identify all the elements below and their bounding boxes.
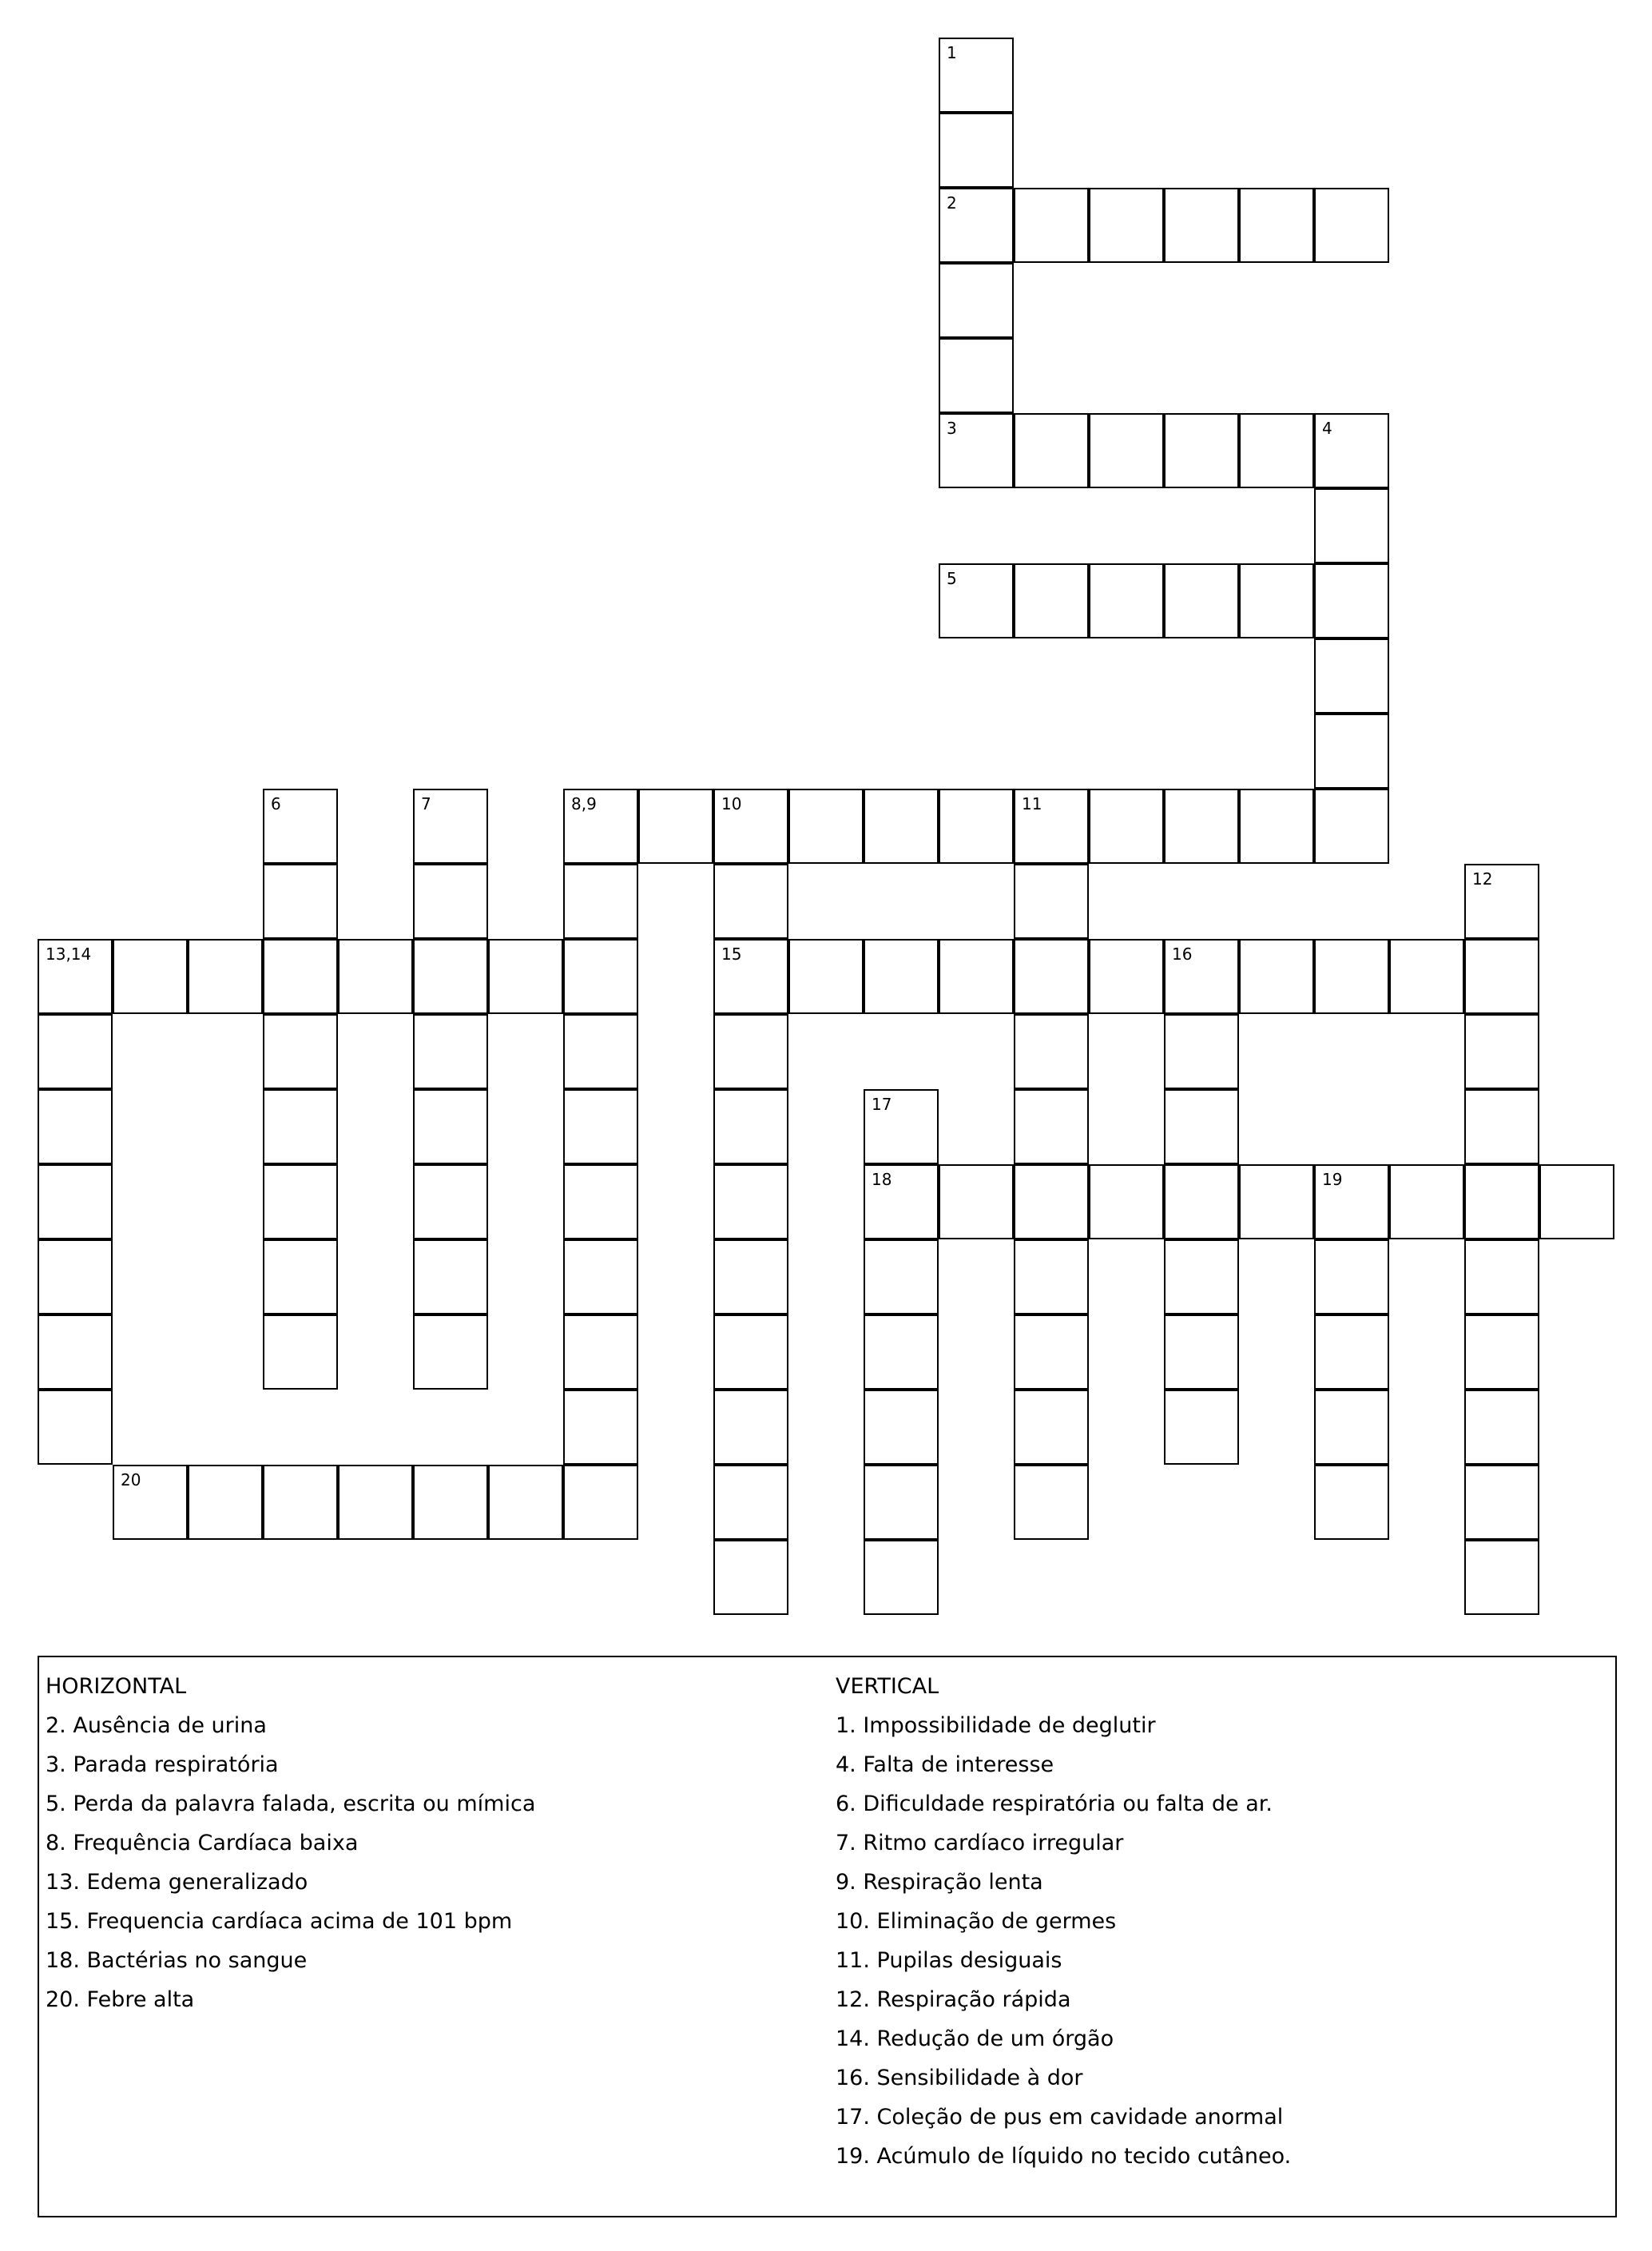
- grid-cell[interactable]: [263, 1164, 338, 1239]
- grid-cell[interactable]: [1314, 1239, 1389, 1314]
- grid-cell[interactable]: [1314, 1390, 1389, 1465]
- clue-number: 15: [721, 945, 742, 964]
- grid-cell[interactable]: [939, 188, 1014, 263]
- grid-cell[interactable]: [713, 1540, 788, 1615]
- grid-cell[interactable]: [1089, 789, 1164, 864]
- grid-cell[interactable]: [1314, 1164, 1389, 1239]
- clue-number: 17: [872, 1095, 892, 1114]
- grid-cell[interactable]: [413, 1164, 488, 1239]
- clue-number: 11: [1022, 794, 1042, 813]
- clue-h-15: 15. Frequencia cardíaca acima de 101 bpm: [46, 1909, 513, 1934]
- clue-number: 12: [1472, 869, 1493, 889]
- grid-cell[interactable]: [638, 789, 713, 864]
- grid-cell[interactable]: [1464, 939, 1539, 1014]
- grid-cell[interactable]: [1164, 1390, 1239, 1465]
- grid-cell[interactable]: [864, 1390, 939, 1465]
- grid-cell[interactable]: [338, 939, 413, 1014]
- grid-cell[interactable]: [1464, 1164, 1539, 1239]
- grid-cell[interactable]: [563, 939, 638, 1014]
- grid-cell[interactable]: [788, 939, 864, 1014]
- grid-cell[interactable]: [864, 789, 939, 864]
- grid-cell[interactable]: [713, 1014, 788, 1089]
- grid-cell[interactable]: [1164, 1314, 1239, 1390]
- clue-v-4: 4. Falta de interesse: [836, 1752, 1054, 1777]
- clue-number: 7: [421, 794, 431, 813]
- grid-cell[interactable]: [38, 939, 113, 1014]
- grid-cell[interactable]: [1314, 789, 1389, 864]
- vertical-clues: [836, 1667, 1291, 2176]
- grid-cell[interactable]: [1089, 188, 1164, 263]
- grid-cell[interactable]: [38, 1239, 113, 1314]
- clue-h-18: 18. Bactérias no sangue: [46, 1948, 308, 1973]
- grid-cell[interactable]: [1389, 1164, 1464, 1239]
- grid-cell[interactable]: [38, 1089, 113, 1164]
- grid-cell[interactable]: [713, 789, 788, 864]
- grid-cell[interactable]: [188, 939, 263, 1014]
- grid-cell[interactable]: [1164, 1164, 1239, 1239]
- grid-cell[interactable]: [1164, 789, 1239, 864]
- clue-h-2: 2. Ausência de urina: [46, 1713, 267, 1738]
- grid-cell[interactable]: [263, 864, 338, 939]
- clue-number: 5: [947, 569, 957, 588]
- grid-cell[interactable]: [1314, 638, 1389, 714]
- clue-number: 4: [1322, 419, 1332, 438]
- grid-cell[interactable]: [1314, 1465, 1389, 1540]
- horizontal-clues: [46, 1667, 535, 2019]
- grid-cell[interactable]: [338, 1465, 413, 1540]
- grid-cell[interactable]: [563, 1314, 638, 1390]
- grid-cell[interactable]: [38, 1390, 113, 1465]
- clue-v-14: 14. Redução de um órgão: [836, 2026, 1114, 2051]
- grid-cell[interactable]: [1314, 488, 1389, 563]
- grid-cell[interactable]: [1239, 413, 1314, 488]
- grid-cell[interactable]: [413, 1239, 488, 1314]
- grid-cell[interactable]: [413, 789, 488, 864]
- grid-cell[interactable]: [1014, 1014, 1089, 1089]
- grid-cell[interactable]: [939, 563, 1014, 638]
- clue-number: 2: [947, 193, 957, 213]
- grid-cell[interactable]: [1314, 563, 1389, 638]
- clue-v-12: 12. Respiração rápida: [836, 1987, 1071, 2012]
- grid-cell[interactable]: [1464, 1314, 1539, 1390]
- clue-h-8: 8. Frequência Cardíaca baixa: [46, 1831, 359, 1855]
- grid-cell[interactable]: [1164, 1014, 1239, 1089]
- clue-h-20: 20. Febre alta: [46, 1987, 195, 2012]
- clue-number: 8,9: [571, 794, 597, 813]
- clues-box: [38, 1656, 1617, 2217]
- vertical-heading: VERTICAL: [836, 1674, 939, 1699]
- grid-cell[interactable]: [939, 1164, 1014, 1239]
- grid-cell[interactable]: [563, 789, 638, 864]
- grid-cell[interactable]: [563, 1390, 638, 1465]
- grid-cell[interactable]: [1164, 1089, 1239, 1164]
- clue-number: 3: [947, 419, 957, 438]
- grid-cell[interactable]: [263, 939, 338, 1014]
- grid-cell[interactable]: [1014, 1390, 1089, 1465]
- grid-cell[interactable]: [1239, 188, 1314, 263]
- grid-cell[interactable]: [1164, 563, 1239, 638]
- grid-cell[interactable]: [1314, 188, 1389, 263]
- clue-v-10: 10. Eliminação de germes: [836, 1909, 1117, 1934]
- grid-cell[interactable]: [939, 263, 1014, 338]
- grid-cell[interactable]: [1464, 864, 1539, 939]
- grid-cell[interactable]: [263, 1239, 338, 1314]
- grid-cell[interactable]: [1014, 864, 1089, 939]
- grid-cell[interactable]: [939, 789, 1014, 864]
- grid-cell[interactable]: [713, 1239, 788, 1314]
- grid-cell[interactable]: [1464, 1540, 1539, 1615]
- grid-cell[interactable]: [939, 939, 1014, 1014]
- grid-cell[interactable]: [38, 1164, 113, 1239]
- grid-cell[interactable]: [1089, 939, 1164, 1014]
- grid-cell[interactable]: [939, 113, 1014, 188]
- grid-cell[interactable]: [713, 1164, 788, 1239]
- grid-cell[interactable]: [188, 1465, 263, 1540]
- grid-cell[interactable]: [864, 1164, 939, 1239]
- grid-cell[interactable]: [1089, 1164, 1164, 1239]
- grid-cell[interactable]: [1164, 413, 1239, 488]
- grid-cell[interactable]: [1014, 563, 1089, 638]
- grid-cell[interactable]: [1014, 1164, 1089, 1239]
- grid-cell[interactable]: [413, 1465, 488, 1540]
- grid-cell[interactable]: [864, 939, 939, 1014]
- grid-cell[interactable]: [1014, 1314, 1089, 1390]
- grid-cell[interactable]: [413, 1014, 488, 1089]
- grid-cell[interactable]: [1314, 413, 1389, 488]
- grid-cell[interactable]: [413, 1089, 488, 1164]
- grid-cell[interactable]: [864, 1314, 939, 1390]
- grid-cell[interactable]: [713, 1390, 788, 1465]
- clue-number: 10: [721, 794, 742, 813]
- clue-number: 16: [1172, 945, 1193, 964]
- clue-h-5: 5. Perda da palavra falada, escrita ou mímica: [46, 1792, 536, 1816]
- grid-cell[interactable]: [263, 789, 338, 864]
- grid-cell[interactable]: [1464, 1465, 1539, 1540]
- grid-cell[interactable]: [1164, 188, 1239, 263]
- grid-cell[interactable]: [488, 1465, 563, 1540]
- horizontal-heading: HORIZONTAL: [46, 1674, 187, 1699]
- clue-v-1: 1. Impossibilidade de deglutir: [836, 1713, 1156, 1738]
- grid-cell[interactable]: [563, 1465, 638, 1540]
- grid-cell[interactable]: [713, 939, 788, 1014]
- grid-cell[interactable]: [1239, 789, 1314, 864]
- grid-cell[interactable]: [939, 338, 1014, 413]
- grid-cell[interactable]: [713, 1314, 788, 1390]
- grid-cell[interactable]: [563, 1164, 638, 1239]
- clue-v-7: 7. Ritmo cardíaco irregular: [836, 1831, 1124, 1855]
- clue-number: 1: [947, 43, 957, 62]
- grid-cell[interactable]: [1014, 1465, 1089, 1540]
- grid-cell[interactable]: [113, 1465, 188, 1540]
- grid-cell[interactable]: [413, 1314, 488, 1390]
- clue-number: 20: [121, 1470, 141, 1489]
- clue-number: 13,14: [46, 945, 92, 964]
- grid-cell[interactable]: [563, 864, 638, 939]
- grid-cell[interactable]: [1014, 939, 1089, 1014]
- grid-cell[interactable]: [263, 1465, 338, 1540]
- grid-cell[interactable]: [1089, 563, 1164, 638]
- grid-cell[interactable]: [939, 38, 1014, 113]
- grid-cell[interactable]: [263, 1089, 338, 1164]
- grid-cell[interactable]: [1464, 1390, 1539, 1465]
- clue-h-13: 13. Edema generalizado: [46, 1870, 308, 1895]
- grid-cell[interactable]: [563, 1014, 638, 1089]
- grid-cell[interactable]: [713, 864, 788, 939]
- grid-cell[interactable]: [1314, 714, 1389, 789]
- grid-cell[interactable]: [1164, 1239, 1239, 1314]
- grid-cell[interactable]: [939, 413, 1014, 488]
- grid-cell[interactable]: [1014, 1089, 1089, 1164]
- grid-cell[interactable]: [864, 1540, 939, 1615]
- grid-cell[interactable]: [563, 1089, 638, 1164]
- clue-h-3: 3. Parada respiratória: [46, 1752, 279, 1777]
- grid-cell[interactable]: [1389, 939, 1464, 1014]
- grid-cell[interactable]: [864, 1089, 939, 1164]
- grid-cell[interactable]: [1239, 563, 1314, 638]
- grid-cell[interactable]: [1089, 413, 1164, 488]
- clue-v-6: 6. Dificuldade respiratória ou falta de ar.: [836, 1792, 1273, 1816]
- grid-cell[interactable]: [1314, 1314, 1389, 1390]
- clue-number: 6: [271, 794, 281, 813]
- grid-cell[interactable]: [38, 1014, 113, 1089]
- grid-cell[interactable]: [563, 1239, 638, 1314]
- clue-v-11: 11. Pupilas desiguais: [836, 1948, 1062, 1973]
- grid-cell[interactable]: [1464, 1014, 1539, 1089]
- clue-v-16: 16. Sensibilidade à dor: [836, 2066, 1083, 2090]
- grid-cell[interactable]: [1239, 939, 1314, 1014]
- grid-cell[interactable]: [113, 939, 188, 1014]
- grid-cell[interactable]: [713, 1465, 788, 1540]
- grid-cell[interactable]: [1014, 1239, 1089, 1314]
- grid-cell[interactable]: [1014, 413, 1089, 488]
- grid-cell[interactable]: [1164, 939, 1239, 1014]
- grid-cell[interactable]: [1239, 1164, 1314, 1239]
- clue-v-17: 17. Coleção de pus em cavidade anormal: [836, 2105, 1284, 2130]
- grid-cell[interactable]: [1464, 1089, 1539, 1164]
- grid-cell[interactable]: [413, 864, 488, 939]
- grid-cell[interactable]: [38, 1314, 113, 1390]
- grid-cell[interactable]: [263, 1014, 338, 1089]
- grid-cell[interactable]: [1464, 1239, 1539, 1314]
- grid-cell[interactable]: [1539, 1164, 1614, 1239]
- grid-cell[interactable]: [864, 1465, 939, 1540]
- grid-cell[interactable]: [788, 789, 864, 864]
- grid-cell[interactable]: [713, 1089, 788, 1164]
- clue-number: 18: [872, 1170, 892, 1189]
- grid-cell[interactable]: [263, 1314, 338, 1390]
- grid-cell[interactable]: [1014, 188, 1089, 263]
- grid-cell[interactable]: [488, 939, 563, 1014]
- clue-number: 19: [1322, 1170, 1343, 1189]
- clue-v-19: 19. Acúmulo de líquido no tecido cutâneo.: [836, 2144, 1292, 2169]
- grid-cell[interactable]: [1314, 939, 1389, 1014]
- grid-cell[interactable]: [864, 1239, 939, 1314]
- grid-cell[interactable]: [1014, 789, 1089, 864]
- grid-cell[interactable]: [413, 939, 488, 1014]
- clue-v-9: 9. Respiração lenta: [836, 1870, 1043, 1895]
